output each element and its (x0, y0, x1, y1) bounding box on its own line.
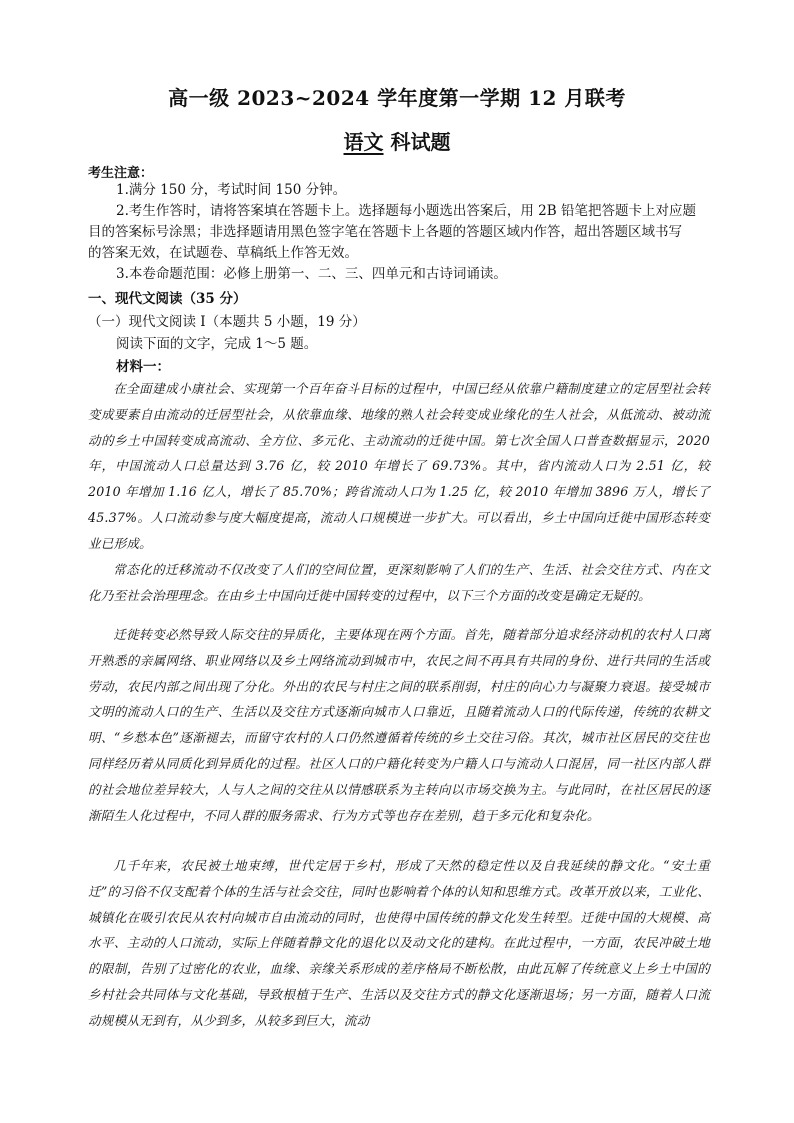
exam-title: 高一级 2023~2024 学年度第一学期 12 月联考 (168, 86, 626, 110)
notice-item: 1.满分 150 分，考试时间 150 分钟。 (116, 182, 347, 198)
subject-name: 语文 (343, 130, 384, 154)
passage-paragraph: 在全面建成小康社会、实现第一个百年奋斗目标的过程中，中国已经从依靠户籍制度建立的定居型社会转变成要素自由流动的迁居型社会，从依靠血缘、地缘的熟人社会转变成业缘化的生人社会，从低流动、被动流动的乡土中国转变成高流动、全方位、多元化、主动流动的迁徙中国。第七次全国人口普查数据显示，2020 年，中国流动人口总量达到 3.76 亿，较 2010 年增长了 69.73%。其中，省内流动人口为 2.51 亿，较 2010 年增加 1.16 亿人，增长了 85.70%；跨省流动人口为 1.25 亿，较 2010 年增加 3896 万人，增长了 45.37%。人口流动参与度大幅度提高，流动人口规模进一步扩大。可以看出，乡土中国向迁徙中国形态转变业已形成。 (88, 381, 710, 551)
notice-item: 目的答案标号涂黑；非选择题请用黑色签字笔在答题卡上各题的答题区域内作答，超出答题区域书写 (88, 224, 682, 240)
passage-paragraph: 迁徙转变必然导致人际交往的异质化，主要体现在两个方面。首先，随着部分追求经济动机的农村人口离开熟悉的亲属网络、职业网络以及乡土网络流动到城市中，农民之间不再具有共同的身份、进行共同的生活或劳动，农民内部之间出现了分化。外出的农民与村庄之间的联系削弱，村庄的向心力与凝聚力衰退。接受城市文明的流动人口的生产、生活以及交往方式逐渐向城市人口靠近，且随着流动人口的代际传递，传统的农耕文明、“乡愁本色”逐渐褪去，而留守农村的人口仍然遵循着传统的乡土交往习俗。其次，城市社区居民的交往也同样经历着从同质化到异质化的过程。社区人口的户籍化转变为户籍人口与流动人口混居，同一社区内部人群的社会地位差异较大，人与人之间的交往从以情感联系为主转向以市场交换为主。与此同时，在社区居民的逐渐陌生人化过程中，不同人群的服务需求、行为方式等也存在差别，趋于多元化和复杂化。 (88, 627, 710, 823)
passage-paragraph: 常态化的迁移流动不仅改变了人们的空间位置，更深刻影响了人们的生产、生活、社会交往方式、内在文化乃至社会治理理念。在由乡土中国向迁徙中国转变的过程中，以下三个方面的改变是确定无疑的。 (88, 562, 710, 603)
subsection-heading: （一）现代文阅读 I（本题共 5 小题，19 分） (88, 314, 366, 330)
passage-paragraph: 几千年来，农民被土地束缚，世代定居于乡村，形成了天然的稳定性以及自我延续的静文化。“安土重迁”的习俗不仅支配着个体的生活与社会交往，同时也影响着个体的认知和思维方式。改革开放以来，工业化、城镇化在吸引农民从农村向城市自由流动的同时，也使得中国传统的静文化发生转型。迁徙中国的大规模、高水平、主动的人口流动，实际上伴随着静文化的退化以及动文化的建构。在此过程中，一方面，农民冲破土地的限制，告别了过密化的农业，血缘、亲缘关系形成的差序格局不断松散，由此瓦解了传统意义上乡土中国的乡村社会共同体与文化基础，导致根植于生产、生活以及交往方式的静文化逐渐退场；另一方面，随着人口流动规模从无到有，从少到多，从较多到巨大，流动 (88, 858, 710, 1028)
notice-item: 的答案无效，在试题卷、草稿纸上作答无效。 (88, 245, 358, 261)
reading-instruction: 阅读下面的文字，完成 1～5 题。 (116, 336, 318, 352)
material-heading: 材料一： (116, 359, 170, 375)
notice-item: 3.本卷命题范围：必修上册第一、二、三、四单元和古诗词诵读。 (116, 266, 507, 282)
notice-heading: 考生注意： (88, 166, 154, 181)
section-heading: 一、现代文阅读（35 分） (88, 291, 247, 307)
exam-subject (0, 126, 794, 155)
subject-suffix: 科试题 (383, 130, 451, 154)
notice-item: 2.考生作答时，请将答案填在答题卡上。选择题每小题选出答案后，用 2B 铅笔把答题卡上对应题 (116, 203, 696, 219)
